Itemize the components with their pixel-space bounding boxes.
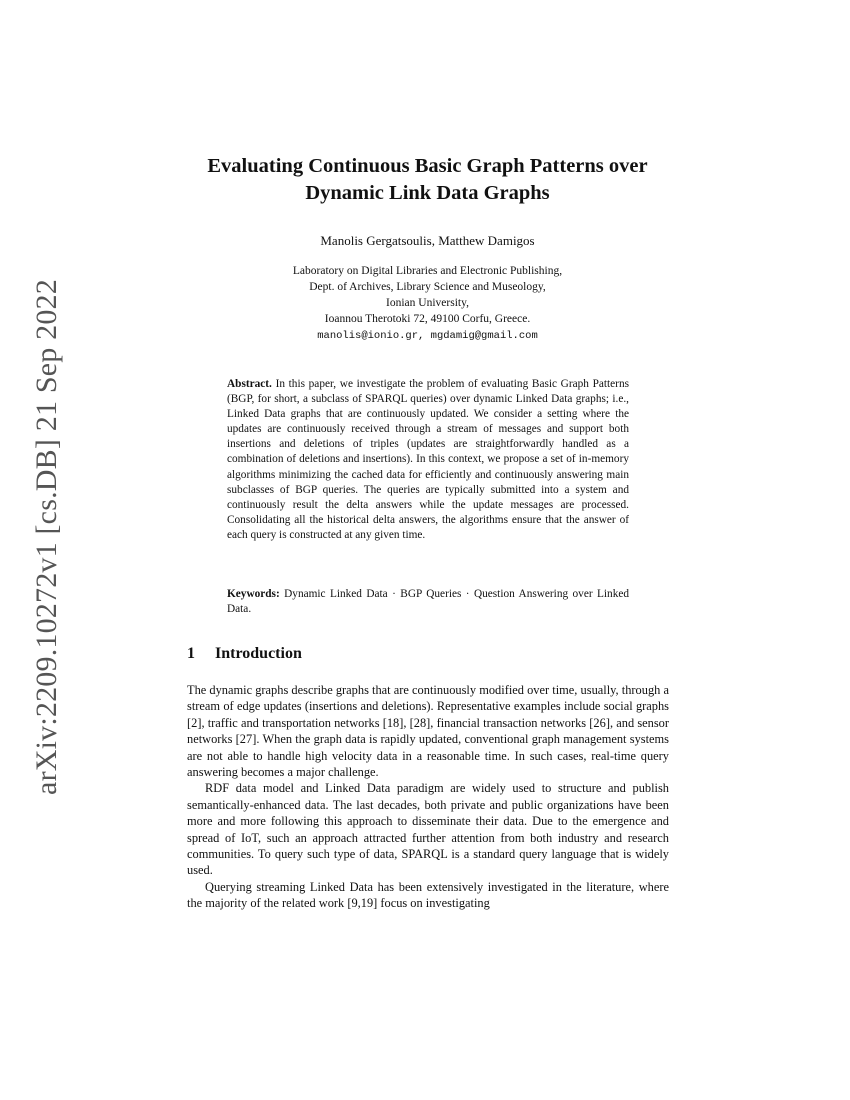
affiliation-block bbox=[160, 263, 695, 344]
affiliation-line-2: Dept. of Archives, Library Science and Museology, bbox=[309, 281, 546, 293]
paper-title-line-2: Dynamic Link Data Graphs bbox=[305, 182, 550, 204]
affiliation-line-3: Ionian University, bbox=[386, 297, 469, 309]
keywords-text: Dynamic Linked Data · BGP Queries · Question Answering over Linked Data. bbox=[227, 588, 630, 616]
abstract-label: Abstract. bbox=[227, 378, 272, 390]
paragraph: The dynamic graphs describe graphs that are continuously modified over time, usually, through a stream of edge updates (insertions and deletions). Representative examples include social graphs [2], traffic and transportation networks [18], [28], financial transaction networks [26], and sensor networks [27]. When the graph data is rapidly updated, conventional graph management systems are not able to handle high velocity data in a reasonable time. In such cases, real-time query answering becomes a major challenge. bbox=[187, 683, 669, 780]
author-emails: manolis@ionio.gr, mgdamig@gmail.com bbox=[317, 330, 538, 342]
arxiv-identifier-text: arXiv:2209.10272v1 [cs.DB] 21 Sep 2022 bbox=[30, 279, 63, 795]
author-list: Manolis Gergatsoulis, Matthew Damigos bbox=[320, 233, 535, 248]
paragraph: Querying streaming Linked Data has been extensively investigated in the literature, where the majority of the related work [9,19] focus on investigating bbox=[187, 879, 669, 911]
paragraph: RDF data model and Linked Data paradigm are widely used to structure and publish semantically-enhanced data. The last decades, both private and public organizations have been more and more following this approach to disseminate their data. Due to the emergence and spread of IoT, such an approach attracted further attention from both industry and research communities. To query such type of data, SPARQL is a standard query language that is widely used. bbox=[187, 781, 669, 878]
keywords bbox=[227, 587, 629, 617]
section-body bbox=[187, 682, 669, 912]
section-number: 1 bbox=[187, 645, 195, 662]
abstract bbox=[227, 377, 629, 543]
affiliation-line-4: Ioannou Therotoki 72, 49100 Corfu, Greece. bbox=[324, 313, 531, 325]
affiliation-line-1: Laboratory on Digital Libraries and Electronic Publishing, bbox=[292, 265, 563, 277]
abstract-text: In this paper, we investigate the problem of evaluating Basic Graph Patterns (BGP, for short, a subclass of SPARQL queries) over dynamic Linked Data graphs; i.e., Linked Data graphs that are continuously updated. We consider a setting where the updates are continuously received through a stream of messages and support both insertions and deletions of triples (updates are straightforwardly handled as a combination of deletions and insertions). In this context, we propose a set of in-memory algorithms minimizing the cached data for efficiently and continuously answering main subclasses of BGP queries. The queries are typically submitted into a system and continuously result the delta answers while the update messages are processed. Consolidating all the historical delta answers, the algorithms ensure that the answer of each query is constructed at any given time. bbox=[227, 378, 629, 541]
paper-title bbox=[160, 153, 695, 207]
arxiv-identifier bbox=[18, 279, 76, 795]
section-heading bbox=[187, 645, 667, 663]
section-title: Introduction bbox=[215, 645, 302, 662]
keywords-label: Keywords: bbox=[227, 588, 280, 600]
paper-title-line-1: Evaluating Continuous Basic Graph Patterns over bbox=[207, 155, 648, 177]
